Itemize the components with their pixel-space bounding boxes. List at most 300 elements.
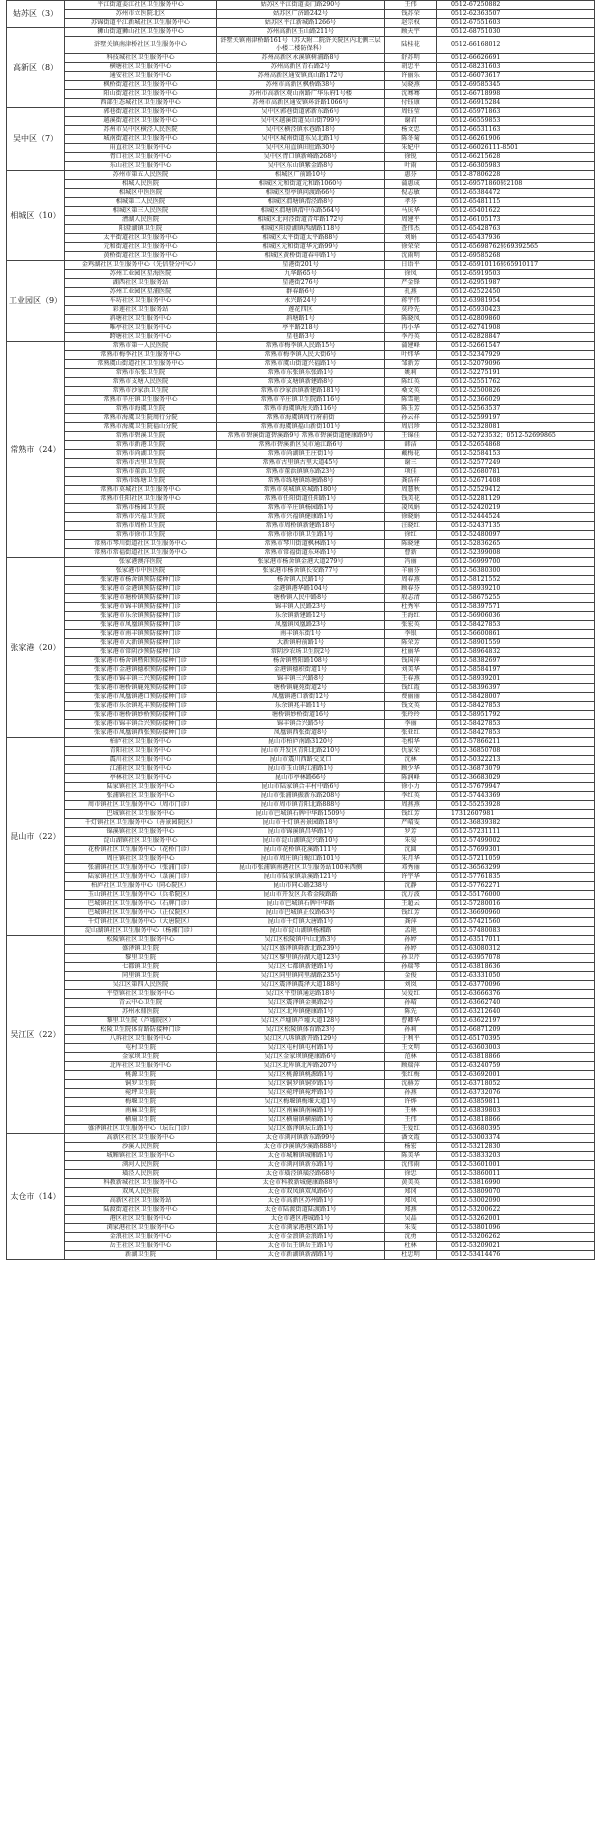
phone-cell: 0512-63603003 [437,1044,595,1053]
address-cell: 常熟市琴川街道枫林路1号 [217,540,385,549]
site-name-cell: 花桥镇社区卫生服务中心（花桥门诊） [65,846,217,855]
address-cell: 常熟市支塘镇新建路8号 [217,378,385,387]
table-row [7,1107,595,1116]
site-name-cell: 甪直社区卫生服务中心 [65,144,217,153]
site-name-cell: 苏州工业园区星浦医院 [65,288,217,297]
district-cell: 工业园区（9） [7,261,65,342]
contact-person-cell: 黄美英 [385,1179,437,1188]
site-name-cell: 张家港市凤凰镇预防接种门诊 [65,621,217,630]
phone-cell: 0512-53002090 [437,1197,595,1206]
address-cell: 吴江区北厍镇健康路1号 [217,1008,385,1017]
table-row [7,243,595,252]
address-cell: 相城区太平街道太平路88号 [217,234,385,243]
table-row [7,342,595,351]
table-row [7,126,595,135]
site-name-cell: 相城区第三人民医院 [65,207,217,216]
site-name-cell: 张家港市凤凰镇港口预防接种门诊 [65,693,217,702]
contact-person-cell: 仇家荣 [385,747,437,756]
site-name-cell: 常熟市支塘人民医院 [65,378,217,387]
contact-person-cell: 殷志清 [385,594,437,603]
site-name-cell: 陆家镇社区卫生服务中心（菉溪门诊） [65,873,217,882]
table-row [7,963,595,972]
table-row [7,324,595,333]
phone-cell: 0512-69585345 [437,81,595,90]
address-cell: 常熟市董浜镇镇东路23号 [217,468,385,477]
phone-cell: 0512-36563299 [437,864,595,873]
table-row [7,81,595,90]
site-name-cell: 斜塘社区卫生服务中心 [65,315,217,324]
table-row [7,1008,595,1017]
address-cell: 太仓市双凤镇双凤路6号 [217,1188,385,1197]
contact-person-cell: 沈赫芳 [385,1080,437,1089]
site-name-cell: 西部生态城社区卫生服务中心 [65,99,217,108]
contact-person-cell: 凌凤娟 [385,504,437,513]
contact-person-cell: 刘美华 [385,666,437,675]
phone-cell: 0512-65698762转69392565 [437,243,595,252]
table-row [7,837,595,846]
contact-person-cell: 杜秀军 [385,603,437,612]
phone-cell: 0512-57443369 [437,792,595,801]
phone-cell: 0512-87806228 [437,171,595,180]
table-row [7,270,595,279]
contact-person-cell: 郑冈 [385,1188,437,1197]
address-cell: 昆山市柏庐南路3120号 [217,738,385,747]
phone-cell: 0512-56999700 [437,558,595,567]
site-name-cell: 周庄镇社区卫生服务中心 [65,855,217,864]
table-row [7,405,595,414]
site-name-cell: 横塘社区卫生服务中心 [65,63,217,72]
site-name-cell: 周市镇社区卫生服务中心（周市门诊） [65,801,217,810]
table-row [7,558,595,567]
table-row [7,189,595,198]
address-cell: 姑苏区平江街道姜门路290号 [217,1,385,10]
table-row [7,1017,595,1026]
site-name-cell: 常熟市周桥卫生院 [65,522,217,531]
phone-cell: 0512-58964832 [437,648,595,657]
district-cell: 昆山市（22） [7,738,65,936]
contact-person-cell: 陈玉芳 [385,405,437,414]
address-cell: 吴中区横泾镇水巷路18号 [217,126,385,135]
table-row [7,774,595,783]
phone-cell: 0512-66105173 [437,216,595,225]
contact-person-cell: 刘岚 [385,981,437,990]
address-cell: 相城区黄桥街道春申路1号 [217,252,385,261]
address-cell: 相城区广前路10号 [217,171,385,180]
phone-cell: 0512-67250882 [437,1,595,10]
table-row [7,981,595,990]
phone-cell: 0512-52444524 [437,513,595,522]
contact-person-cell: 李红英 [385,792,437,801]
phone-cell: 0512-52079096 [437,360,595,369]
table-row [7,1188,595,1197]
contact-person-cell: 罗芳 [385,828,437,837]
site-name-cell: 张家港澳洋医院 [65,558,217,567]
address-cell: 常熟市辛庄镇卫生院路116号 [217,396,385,405]
contact-person-cell: 孝芬 [385,198,437,207]
site-name-cell: 玉山镇社区卫生服务中心（兵希院区） [65,891,217,900]
phone-cell: 0512-62809860 [437,315,595,324]
contact-person-cell: 戴梅花 [385,450,437,459]
table-row [7,576,595,585]
address-cell: 苏州高新区永溪镇树浦路8号 [217,54,385,63]
table-row [7,261,595,270]
phone-cell: 0512-65384472 [437,189,595,198]
address-cell: 昆山市震川西路交叉口 [217,756,385,765]
site-name-cell: 常熟市杨园卫生院 [65,504,217,513]
phone-cell: 0512-53200622 [437,1206,595,1215]
table-row [7,801,595,810]
address-cell: 常阴沙农场卫生院2号 [217,648,385,657]
phone-cell: 0512-55253928 [437,801,595,810]
contact-person-cell: 徐锐 [385,153,437,162]
table-row [7,99,595,108]
phone-cell: 0512-66261906 [437,135,595,144]
contact-person-cell: 龚萍 [385,918,437,927]
phone-cell: 0512-69571860转2108 [437,180,595,189]
table-row [7,918,595,927]
address-cell: 吴江区松陵镇体育路23号 [217,1026,385,1035]
table-row [7,855,595,864]
table-row [7,468,595,477]
address-cell: 常熟市海虞镇海关路116号 [217,405,385,414]
address-cell: 亭平路218号 [217,324,385,333]
site-name-cell: 常熟市常福街道社区卫生服务中心 [65,549,217,558]
table-row [7,180,595,189]
table-row [7,477,595,486]
table-row [7,882,595,891]
site-name-cell: 平望镇社区卫生服务中心 [65,990,217,999]
site-name-cell: 张家港市杨舍镇预防接种门诊 [65,576,217,585]
phone-cell: 0512-57699301 [437,846,595,855]
address-cell: 常熟市东张镇东张路1号 [217,369,385,378]
phone-cell: 0512-58951792 [437,711,595,720]
table-row [7,648,595,657]
contact-person-cell: 张亚红 [385,729,437,738]
address-cell: 太仓市城厢镇城厢路1号 [217,1152,385,1161]
site-name-cell: 元和街道社区卫生服务中心 [65,243,217,252]
site-name-cell: 常熟市碧溪卫生院 [65,432,217,441]
table-row [7,990,595,999]
address-cell: 太仓市陆渡街道陆渡路1号 [217,1206,385,1215]
phone-cell: 0512-65170395 [437,1035,595,1044]
table-row [7,459,595,468]
address-cell: 吴江区黎里镇汾湖大道123号 [217,954,385,963]
site-name-cell: 枫桥街道社区卫生服务中心 [65,81,217,90]
address-cell: 吴中区越溪街道吴山街799号 [217,117,385,126]
table-row [7,315,595,324]
address-cell: 昆山市开发区青阳北路210号 [217,747,385,756]
address-cell: 昆山市锦溪镇昌华路1号 [217,828,385,837]
phone-cell: 0512-63666376 [437,990,595,999]
address-cell: 张家港市杨舍镇长安路77号 [217,567,385,576]
table-row [7,864,595,873]
phone-cell: 0512-52328081 [437,423,595,432]
table-row [7,1053,595,1062]
contact-person-cell: 许烨 [385,1098,437,1107]
contact-person-cell: 王伟 [385,1,437,10]
site-name-cell: 铜罗卫生院 [65,1080,217,1089]
site-name-cell: 通安社区卫生服务中心 [65,72,217,81]
phone-cell: 0512-63240759 [437,1062,595,1071]
table-row [7,729,595,738]
contact-person-cell: 陈晓建 [385,540,437,549]
table-row [7,522,595,531]
contact-person-cell: 孙莉 [385,1026,437,1035]
contact-person-cell: 孙婷 [385,936,437,945]
address-cell: 太仓市浏家港港区路1号 [217,1224,385,1233]
site-name-cell: 常熟市练塘卫生院 [65,477,217,486]
address-cell: 斜塘路1号 [217,315,385,324]
contact-person-cell: 胡忠平 [385,63,437,72]
table-row [7,297,595,306]
address-cell: 昆山市巴城镇石牌中华路 [217,900,385,909]
address-cell: 昆山市张浦镇振新东路208号 [217,792,385,801]
address-cell: 昆山市巴城镇石牌中华路1509号 [217,810,385,819]
table-row [7,891,595,900]
phone-cell: 0512-68751030 [437,28,595,37]
site-name-cell: 常熟市兴福卫生院 [65,513,217,522]
phone-cell: 0512-63662740 [437,999,595,1008]
table-row [7,198,595,207]
site-name-cell: 苏州工业园区星海医院 [65,270,217,279]
address-cell: 吴江区八坼镇新开路129号 [217,1035,385,1044]
contact-person-cell: 周春燕 [385,576,437,585]
table-row [7,873,595,882]
contact-person-cell: 付钰康 [385,99,437,108]
address-cell: 常熟市周桥镇新建路18号 [217,522,385,531]
contact-person-cell: 朱月华 [385,855,437,864]
contact-person-cell: 钱文英 [385,702,437,711]
contact-person-cell: 日语平 [385,261,437,270]
table-row [7,909,595,918]
phone-cell: 0512-36873079 [437,765,595,774]
table-row [7,288,595,297]
contact-person-cell: 羊丽芬 [385,567,437,576]
site-name-cell: 东山社区卫生服务中心 [65,162,217,171]
phone-cell: 0512-36850708 [437,747,595,756]
table-row [7,54,595,63]
site-name-cell: 张家港市常阴沙预防接种门诊 [65,648,217,657]
phone-cell: 0512-63981954 [437,297,595,306]
table-row [7,333,595,342]
phone-cell: 0512-36683029 [437,774,595,783]
phone-cell: 0512-52281129 [437,495,595,504]
table-row [7,252,595,261]
contact-person-cell: 陈晓凤 [385,315,437,324]
phone-cell: 0512-53003374 [437,1134,595,1143]
phone-cell: 0512-65428763 [437,225,595,234]
address-cell: 吴江区盛泽镇舜新北路239号 [217,945,385,954]
table-row [7,711,595,720]
table-row [7,1215,595,1224]
table-row [7,1044,595,1053]
site-name-cell: 锦溪镇社区卫生服务中心 [65,828,217,837]
phone-cell: 0512-63818636 [437,963,595,972]
address-cell: 吴中区郭巷街道郭新东路6号 [217,108,385,117]
address-cell: 吴江区北厍镇北厍路207号 [217,1062,385,1071]
table-row [7,585,595,594]
address-cell: 金港镇德积街道1号 [217,666,385,675]
address-cell: 锦丰镇合兴路5号 [217,720,385,729]
table-row [7,378,595,387]
contact-person-cell: 惠芬 [385,171,437,180]
contact-person-cell: 查伟杰 [385,225,437,234]
address-cell: 吴中区甪直镇田肚路30号 [217,144,385,153]
address-cell: 吴江区菀坪镇菀坪路1号 [217,1089,385,1098]
contact-person-cell: 杜忠明 [385,1251,437,1260]
table-row [7,1062,595,1071]
address-cell: 苏州市高新区通安镇环浒路1066号 [217,99,385,108]
phone-cell: 0512-50322213 [437,756,595,765]
table-row [7,90,595,99]
phone-cell: 0512-36839382 [437,819,595,828]
site-name-cell: 淀山湖镇社区卫生服务中心 [65,837,217,846]
address-cell: 常熟市梅李镇人民大街6号 [217,351,385,360]
phone-cell: 0512-66559853 [437,117,595,126]
phone-cell: 0512-53414476 [437,1251,595,1260]
table-row [7,486,595,495]
site-name-cell: 相城第二人民医院 [65,198,217,207]
table-row [7,828,595,837]
table-row [7,1242,595,1251]
contact-person-cell: 陈红英 [385,378,437,387]
contact-person-cell: 张红梅 [385,1071,437,1080]
contact-person-cell: 孟艳 [385,927,437,936]
phone-cell: 17312607981 [437,810,595,819]
phone-cell: 0512-52680781 [437,468,595,477]
address-cell: 吴江区平望镇通运路18号 [217,990,385,999]
address-cell: 姑苏区平江新城路1266号 [217,19,385,28]
site-name-cell: 柏庐社区卫生服务中心（同心院区） [65,882,217,891]
address-cell: 永兴路24号 [217,297,385,306]
address-cell: 昆山市玉山镇江浦路1号 [217,765,385,774]
address-cell: 相城区渭塘镇渭泾路8号 [217,198,385,207]
phone-cell: 0512-52654868 [437,441,595,450]
table-row [7,531,595,540]
table-row [7,540,595,549]
phone-cell: 0512-52399008 [437,549,595,558]
contact-person-cell: 陈先 [385,1008,437,1017]
address-cell: 太仓市科教新城健康路88号 [217,1179,385,1188]
address-cell: 常熟市碧溪街道碧溪路9号 常熟市碧溪街道健康路9号 [217,432,385,441]
contact-person-cell: 郑燕 [385,1206,437,1215]
table-row [7,621,595,630]
contact-person-cell: 严金锋 [385,279,437,288]
site-name-cell: 江浦社区卫生服务中心 [65,765,217,774]
contact-person-cell: 刘娟 [385,234,437,243]
address-cell: 太仓市金浪镇金浪路1号 [217,1233,385,1242]
district-cell: 高新区（8） [7,28,65,108]
phone-cell: 0512-63818866 [437,1116,595,1125]
table-row [7,1035,595,1044]
contact-person-cell: 顾瑞萍 [385,1062,437,1071]
table-row [7,1161,595,1170]
table-row [7,954,595,963]
table-row [7,1080,595,1089]
address-cell: 太仓市浏河镇新东路99号 [217,1134,385,1143]
site-name-cell: 南麻卫生院 [65,1107,217,1116]
phone-cell: 0512-57280016 [437,900,595,909]
table-row [7,567,595,576]
contact-person-cell: 王锦佳 [385,432,437,441]
table-row [7,1089,595,1098]
site-name-cell: 相城区中医医院 [65,189,217,198]
contact-person-cell: 项佳 [385,468,437,477]
phone-cell: 0512-65910116转65910117 [437,261,595,270]
address-cell: 吴江区金家坝镇健康路6号 [217,1053,385,1062]
site-name-cell: 阳山街道社区卫生服务中心 [65,90,217,99]
contact-person-cell: 李丹英 [385,333,437,342]
table-row [7,1152,595,1161]
phone-cell: 0512-58427853 [437,729,595,738]
phone-cell: 0512-62951987 [437,279,595,288]
site-name-cell: 张家港市凤凰镇西张预防接种门诊 [65,729,217,738]
table-row [7,37,595,54]
phone-cell: 0512-62363507 [437,10,595,19]
address-cell: 金港镇港华路104号 [217,585,385,594]
table-row [7,423,595,432]
phone-cell: 0512-57231111 [437,828,595,837]
site-name-cell: 岳王社区卫生服务中心 [65,1242,217,1251]
site-name-cell: 科教新城社区卫生服务中心 [65,1179,217,1188]
contact-person-cell: 孙卫芹 [385,954,437,963]
contact-person-cell: 杨宏 [385,1143,437,1152]
site-name-cell: 陆渡街道社区卫生服务中心 [65,1206,217,1215]
table-row [7,936,595,945]
contact-person-cell: 姚莉 [385,369,437,378]
phone-cell: 0512-52275191 [437,369,595,378]
address-cell: 昆山市淀山湖镇杨湘路 [217,927,385,936]
contact-person-cell: 张玲玲 [385,711,437,720]
district-cell: 相城区（10） [7,171,65,261]
phone-cell: 0512-63818866 [437,1053,595,1062]
contact-person-cell: 王海红 [385,612,437,621]
contact-person-cell: 毛相华 [385,738,437,747]
table-row [7,135,595,144]
address-cell: 吴江区松陵镇中山北路3号 [217,936,385,945]
phone-cell: 0512-58901559 [437,639,595,648]
site-name-cell: 常熟市海虞卫生院福山分院 [65,423,217,432]
site-name-cell: 高新区社区卫生服务站 [65,1197,217,1206]
phone-cell: 0512-63718052 [437,1080,595,1089]
site-name-cell: 高新区社区卫生服务中心 [65,1134,217,1143]
district-cell: 吴中区（7） [7,108,65,171]
site-name-cell: 漕湖人民医院 [65,216,217,225]
contact-person-cell: 顾少华 [385,765,437,774]
site-name-cell: 张家港市南丰镇预防接种门诊 [65,630,217,639]
table-row [7,234,595,243]
site-name-cell: 苏州市吴中区横泾人民医院 [65,126,217,135]
site-name-cell: 张家港市金港镇预防接种门诊 [65,585,217,594]
table-row [7,972,595,981]
site-name-cell: 车坊社区卫生服务中心 [65,297,217,306]
table-row [7,765,595,774]
contact-person-cell: 沈雨明 [385,252,437,261]
site-name-cell: 港区社区卫生服务中心 [65,1215,217,1224]
address-cell: 昆山市花桥镇花溪路111号 [217,846,385,855]
table-row [7,1125,595,1134]
address-cell: 常熟市碧溪新区吴市通江路6号 [217,441,385,450]
site-name-cell: 梅堰卫生院 [65,1098,217,1107]
address-cell: 太仓市港区港城路1号 [217,1215,385,1224]
phone-cell: 0512-53816990 [437,1179,595,1188]
contact-person-cell: 徐荣荣 [385,243,437,252]
contact-person-cell: 钱红霞 [385,684,437,693]
table-row [7,117,595,126]
contact-person-cell: 冯丽 [385,558,437,567]
phone-cell: 0512-66915284 [437,99,595,108]
table-row [7,504,595,513]
